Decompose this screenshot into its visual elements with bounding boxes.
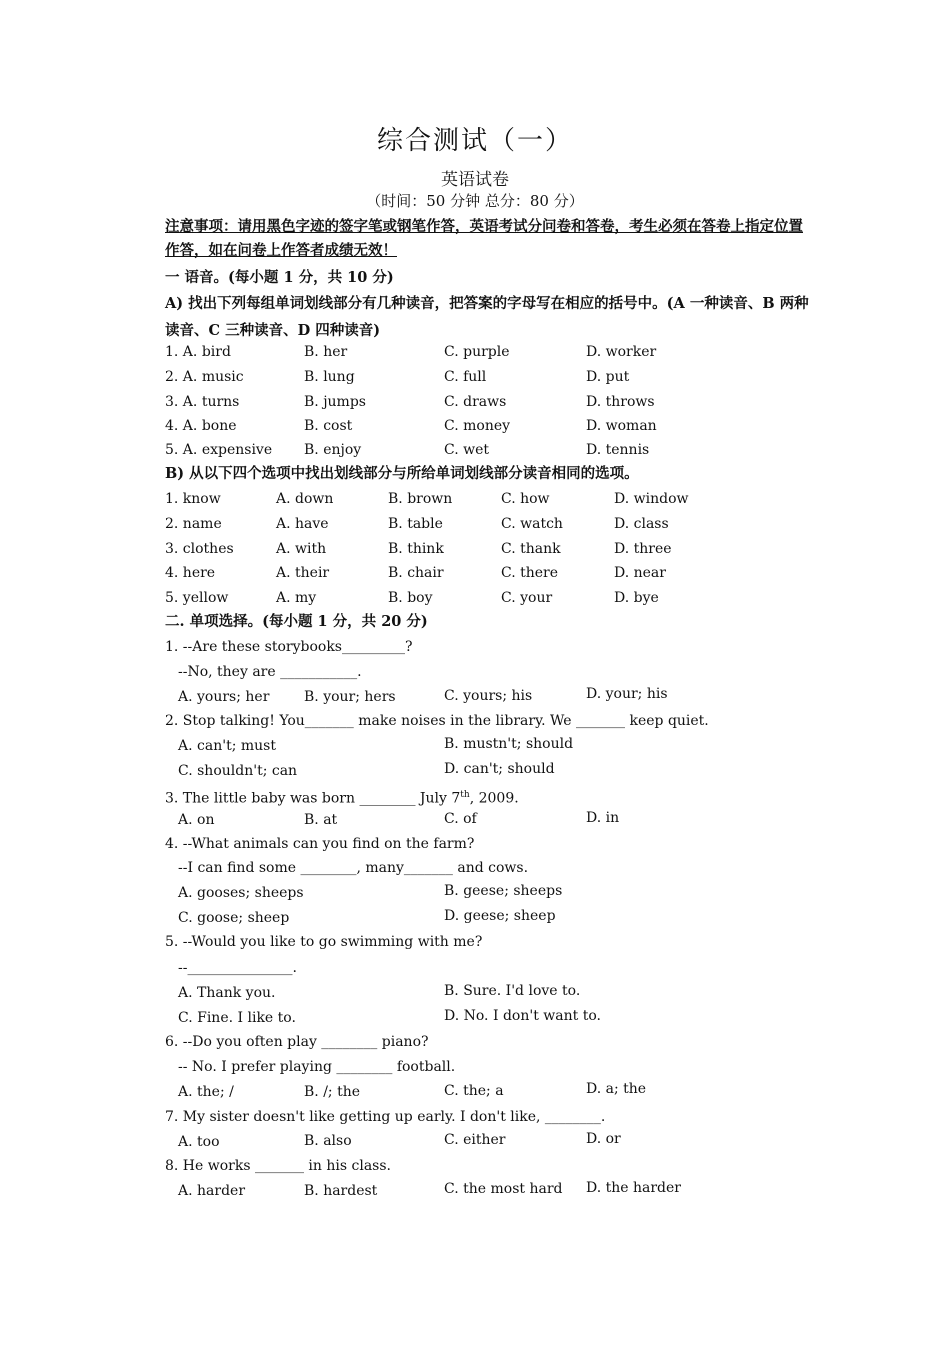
partA-row-1-b: B. her <box>304 344 348 360</box>
partA-row-4-a: 4. A. bone <box>165 418 237 434</box>
q2-option-c: C. shouldn't; can <box>178 763 298 779</box>
partA-row-2-d: D. put <box>586 369 630 385</box>
partB-row-4-c: C. there <box>501 565 559 581</box>
q3-superscript: th <box>460 790 470 800</box>
q2-option-b: B. mustn't; should <box>444 736 574 752</box>
partB-row-1-d: D. window <box>614 491 689 507</box>
q8-option-a: A. harder <box>178 1183 246 1199</box>
partB-row-5-b: B. boy <box>388 590 433 606</box>
q4-response: --I can find some ________, many_______ and cows. <box>178 860 529 876</box>
q1-option-c: C. yours; his <box>444 688 533 704</box>
exam-title: 综合测试（一） <box>376 126 573 156</box>
q5-option-b: B. Sure. I'd love to. <box>444 983 581 999</box>
partB-row-5 <box>165 586 825 610</box>
q7-option-d: D. or <box>586 1131 621 1147</box>
partA-row-1-a: 1. A. bird <box>165 344 231 360</box>
partA-row-2 <box>165 365 825 389</box>
partB-row-3-c: C. thank <box>501 541 561 557</box>
partB-row-2-c: C. watch <box>501 516 563 532</box>
q4-option-d: D. geese; sheep <box>444 908 556 924</box>
q5-option-d: D. No. I don't want to. <box>444 1008 601 1024</box>
partB-row-3-b: B. think <box>388 541 444 557</box>
q4-option-b: B. geese; sheeps <box>444 883 563 899</box>
q5-option-c: C. Fine. I like to. <box>178 1010 296 1026</box>
partA-row-1-c: C. purple <box>444 344 510 360</box>
partB-row-4-word: 4. here <box>165 565 216 581</box>
exam-subtitle: 英语试卷 <box>441 170 509 190</box>
partB-row-2-b: B. table <box>388 516 443 532</box>
partB-row-3-word: 3. clothes <box>165 541 234 557</box>
q7-option-b: B. also <box>304 1133 352 1149</box>
partB-row-4-d: D. near <box>614 565 666 581</box>
q6-response: -- No. I prefer playing ________ football. <box>178 1059 456 1075</box>
partA-row-3-d: D. throws <box>586 394 655 410</box>
partA-row-4-d: D. woman <box>586 418 657 434</box>
q4-prompt: 4. --What animals can you find on the farm? <box>165 836 475 852</box>
section2-title: 二. 单项选择。(每小题 1 分，共 20 分) <box>165 613 428 630</box>
q8-option-b: B. hardest <box>304 1183 378 1199</box>
partB-row-2-word: 2. name <box>165 516 222 532</box>
q6-option-b: B. /; the <box>304 1084 360 1100</box>
partA-row-3-a: 3. A. turns <box>165 394 240 410</box>
q5-response: --_______________. <box>178 960 297 976</box>
q3-option-b: B. at <box>304 812 338 828</box>
partB-row-5-c: C. your <box>501 590 553 606</box>
partB-row-5-a: A. my <box>276 590 317 606</box>
partA-row-2-b: B. lung <box>304 369 355 385</box>
q1-option-b: B. your; hers <box>304 689 396 705</box>
q7-option-a: A. too <box>178 1134 220 1150</box>
partB-row-3 <box>165 537 825 561</box>
q5-prompt: 5. --Would you like to go swimming with me? <box>165 934 483 950</box>
q1-response: --No, they are ___________. <box>178 664 362 680</box>
partB-row-1-b: B. brown <box>388 491 453 507</box>
partB-row-4-b: B. chair <box>388 565 444 581</box>
q6-option-d: D. a; the <box>586 1081 647 1097</box>
q1-option-a: A. yours; her <box>178 689 270 705</box>
q3-option-d: D. in <box>586 810 620 826</box>
section1-partA-instruction: A) 找出下列每组单词划线部分有几种读音，把答案的字母写在相应的括号中。(A 一种读音、B 两种读音、C 三种读音、D 四种读音) <box>165 295 809 339</box>
partA-row-2-c: C. full <box>444 369 487 385</box>
partB-row-2-a: A. have <box>276 516 329 532</box>
q2-prompt: 2. Stop talking! You_______ make noises in the library. We _______ keep quiet. <box>165 713 709 729</box>
exam-time-info: （时间：50 分钟 总分：80 分） <box>366 192 584 210</box>
q7-prompt: 7. My sister doesn't like getting up early. I don't like, ________. <box>165 1109 606 1125</box>
q8-option-d: D. the harder <box>586 1180 681 1196</box>
partB-row-2-d: D. class <box>614 516 669 532</box>
q6-option-a: A. the; / <box>178 1084 234 1100</box>
partB-row-1-word: 1. know <box>165 491 221 507</box>
partA-row-5-a: 5. A. expensive <box>165 442 273 458</box>
q3-prompt-end: , 2009. <box>469 790 519 807</box>
partB-row-3-d: D. three <box>614 541 672 557</box>
partA-row-5-b: B. enjoy <box>304 442 362 458</box>
partA-row-4-c: C. money <box>444 418 511 434</box>
partA-row-4 <box>165 414 825 438</box>
q2-option-a: A. can't; must <box>178 738 276 754</box>
q8-prompt: 8. He works _______ in his class. <box>165 1158 391 1174</box>
partA-row-4-b: B. cost <box>304 418 353 434</box>
exam-notice: 注意事项：请用黑色字迹的签字笔或钢笔作答，英语考试分问卷和答卷，考生必须在答卷上指定位置作答，如在问卷上作答者成绩无效！ <box>165 218 803 259</box>
partA-row-3-b: B. jumps <box>304 394 366 410</box>
q6-option-c: C. the; a <box>444 1083 504 1099</box>
partA-row-5-d: D. tennis <box>586 442 650 458</box>
q1-option-d: D. your; his <box>586 686 668 702</box>
partB-row-4 <box>165 561 825 585</box>
partB-row-3-a: A. with <box>276 541 327 557</box>
section1-title: 一 语音。(每小题 1 分，共 10 分) <box>165 269 394 286</box>
q2-option-d: D. can't; should <box>444 761 555 777</box>
q5-option-a: A. Thank you. <box>178 985 276 1001</box>
q3-option-c: C. of <box>444 811 477 827</box>
q7-option-c: C. either <box>444 1132 506 1148</box>
q6-prompt: 6. --Do you often play ________ piano? <box>165 1034 429 1050</box>
partA-row-1 <box>165 340 825 364</box>
partB-row-2 <box>165 512 825 536</box>
partA-row-3-c: C. draws <box>444 394 507 410</box>
q3-prompt-text: 3. The little baby was born ________ July 7 <box>165 790 461 807</box>
q3-option-a: A. on <box>178 812 215 828</box>
partA-row-2-a: 2. A. music <box>165 369 244 385</box>
q4-option-a: A. gooses; sheeps <box>178 885 304 901</box>
q1-prompt: 1. --Are these storybooks_________? <box>165 639 413 655</box>
partA-row-5-c: C. wet <box>444 442 490 458</box>
section1-partB-instruction: B) 从以下四个选项中找出划线部分与所给单词划线部分读音相同的选项。 <box>165 465 639 482</box>
partB-row-4-a: A. their <box>276 565 330 581</box>
partB-row-5-d: D. bye <box>614 590 659 606</box>
partB-row-1-a: A. down <box>276 491 334 507</box>
q4-option-c: C. goose; sheep <box>178 910 290 926</box>
partA-row-5 <box>165 438 825 462</box>
partB-row-1 <box>165 487 825 511</box>
partB-row-5-word: 5. yellow <box>165 590 229 606</box>
partA-row-3 <box>165 390 825 414</box>
partB-row-1-c: C. how <box>501 491 550 507</box>
q8-option-c: C. the most hard <box>444 1181 563 1197</box>
partA-row-1-d: D. worker <box>586 344 657 360</box>
